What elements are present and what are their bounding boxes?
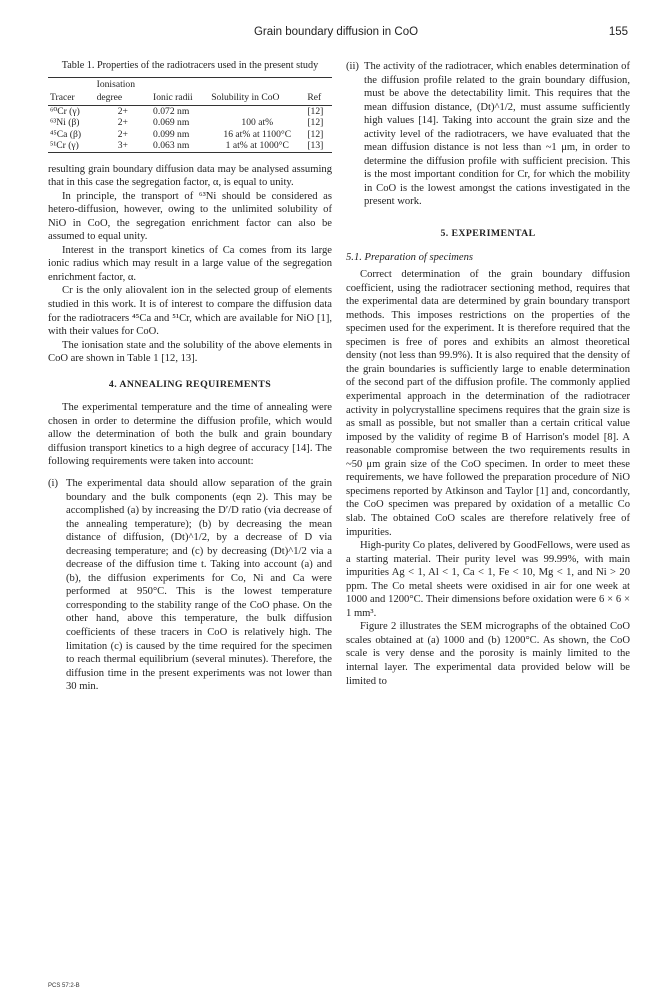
table-cell-solubility: 1 at% at 1000°C — [209, 140, 305, 152]
footer-code: PCS 57:2-B — [48, 983, 80, 989]
table-cell-radius: 0.063 nm — [151, 140, 209, 152]
paragraph: The ionisation state and the solubility of the above elements in CoO are shown in Table 1 [12, 13]. — [48, 339, 332, 365]
table-row — [48, 129, 332, 141]
table-cell-ref: [13] — [305, 140, 332, 152]
table-cell-ionisation: 2+ — [117, 105, 128, 117]
paragraph: Figure 2 illustrates the SEM micrographs of the obtained CoO scales obtained at (a) 1000 and (b) 1200°C. As shown, the CoO scale is very dense and the porosity is mainly limited to the internal layer. The experimental data provided below will be limited to — [346, 621, 630, 687]
right-column — [346, 60, 630, 688]
table-cell-ref: [12] — [307, 128, 324, 140]
page-header — [0, 26, 672, 44]
requirement-text: The activity of the radiotracer, which enables determination of the diffusion profile related to the grain boundary diffusion, must be above the detectability limit. This requires that the mean diffusion distance, (Dt)^1/2, must assume sufficiently high values [14]. Taking into account the grain size and the activity level of the radiotracers, we have evaluated that the mean diffusion distance is not less than ~1 μm, in order to determine the diffusion profile with sufficient precision. This is the most important condition for Cr, for which the mobility in CoO is the lowest amongst the cations investigated in the present work. — [364, 61, 630, 208]
table-cell-radius: 0.069 nm — [153, 117, 190, 128]
table-cell-tracer: ⁵¹Cr (γ) — [48, 140, 95, 152]
table-cell-solubility: 100 at% — [241, 117, 274, 128]
table-cell-ref: [12] — [307, 117, 324, 128]
requirement-item — [48, 477, 332, 694]
section-heading: 5. EXPERIMENTAL — [440, 228, 536, 240]
paragraph: In principle, the transport of ⁶³Ni should be considered as hetero-diffusion, however, owing to the unlimited solubility of NiO in CoO, the segregation enrichment factor can also be assumed to equal unity. — [48, 190, 332, 243]
paragraph: High-purity Co plates, delivered by GoodFellows, were used as a starting material. Their purity level was 99.99%, with main impurities Ag < 1, Al < 1, Ca < 1, Fe < 10, Mg < 1, and Ni > 20 ppm. The Co metal sheets were oxidised in air for one week at 1000 and 1200°C. Their dimensions before oxidation were 6 × 6 × 1 mm³. — [346, 540, 630, 619]
paragraph: Interest in the transport kinetics of Ca comes from its large ionic radius which may result in a large value of the segregation enrichment factor, α. — [48, 244, 332, 283]
table-cell-ionisation: 2+ — [117, 128, 128, 140]
paragraph: Correct determination of the grain boundary diffusion coefficient, using the radiotracer sectioning method, requires that the experimental data are determined by grain boundary transport methods. This imposes restrictions on the properties of the specimen used for the experiment. It is therefore required that the specimen is free of pores and exhibits an almost theoretical density (not less than 99.9%). It is also required that the density of the grain boundaries is sufficiently large to enable determination of the second part of the diffusion profile. The commonly applied experimental approach in the determination of the radiotracer activity in polycrystalline specimens requires that the grain size is as small as possible, but not smaller than a certain critical value imposed by the validity of regime B of Harrison's model [8]. A reasonable compromise between the two requirements results in ~50 μm grain size of the CoO specimen. In order to meet these requirements, we have followed the preparation procedure of NiO specimens reported by Atkinson and Taylor [1] and, concordantly, the CoO specimen was prepared by oxidation of a metallic Co slab. The obtained CoO scales are therefore relatively free of impurities. — [346, 269, 630, 538]
page-number: 155 — [608, 26, 628, 38]
requirement-text: The experimental data should allow separation of the grain boundary and the bulk components (eqn 2). This may be accomplished (a) by increasing the D′/D ratio (via decrease of the annealing temperature); (b) by decreasing the mean distance of diffusion, (Dt)^1/2, by a decrease of D via decreasing temperature; and (c) by decreasing (Dt)^1/2 via a decrease of the diffusion time t. Taking into account (a) and (b), the diffusion experiments for Co, Ni and Ca were performed at 950°C. This is the lowest temperature corresponding to the stability range of the CoO phase. On the other hand, above this temperature, the bulk diffusion coefficients of these tracers in CoO is relatively high. The limitation (c) is caused by the time required for the specimen to reach thermal equilibrium (several minutes). Therefore, the diffusion time in the present experiments was not lower than 30 min. — [66, 477, 332, 693]
requirement-label: (i) — [48, 477, 58, 489]
table-row — [48, 140, 332, 152]
subsection-heading: 5.1. Preparation of specimens — [346, 251, 474, 263]
table-header-ionisation-bottom: degree — [95, 91, 151, 105]
table-caption: Table 1. Properties of the radiotracers used in the present study — [61, 60, 319, 71]
left-column — [48, 60, 332, 694]
requirement-item — [346, 60, 630, 209]
table-cell-tracer: ⁶⁰Cr (γ) — [50, 105, 80, 117]
table-header-ionisation-top: Ionisation — [95, 77, 151, 91]
radiotracer-table — [48, 77, 332, 153]
requirement-label: (ii) — [346, 61, 359, 72]
running-title: Grain boundary diffusion in CoO — [253, 26, 419, 38]
table-cell-radius: 0.099 nm — [153, 128, 190, 140]
table-header-ref: Ref — [305, 91, 332, 105]
table-cell-tracer: ⁶³Ni (β) — [50, 117, 80, 128]
paragraph: The experimental temperature and the time of annealing were chosen in order to determine the diffusion profile, which would allow the determination of both the bulk and grain boundary diffusion transport kinetics to a high degree of accuracy [14]. The following requirements were taken into account: — [48, 402, 332, 468]
table-cell-solubility: 16 at% at 1100°C — [223, 128, 292, 140]
table-cell-tracer: ⁴⁵Ca (β) — [50, 128, 82, 140]
table-cell-ionisation: 2+ — [117, 117, 128, 128]
paragraph: Cr is the only aliovalent ion in the selected group of elements studied in this work. It is of interest to compare the diffusion data for the radiotracers ⁴⁵Ca and ⁵¹Cr, which are available for NiO [1], with their values for CoO. — [48, 285, 332, 338]
table-row — [48, 105, 332, 117]
table-cell-radius: 0.072 nm — [153, 105, 190, 117]
paragraph: resulting grain boundary diffusion data may be analysed assuming that in this case the segregation factor, α, is equal to unity. — [48, 163, 332, 189]
table-row — [48, 117, 332, 129]
table-cell-solubility — [209, 105, 305, 117]
table-cell-ref: [12] — [307, 105, 324, 117]
table-header-solubility: Solubility in CoO — [209, 91, 305, 105]
table-cell-ionisation: 3+ — [95, 140, 151, 152]
section-heading: 4. ANNEALING REQUIREMENTS — [108, 378, 272, 390]
table-header-tracer: Tracer — [48, 91, 95, 105]
table-header-ionic-radii: Ionic radii — [151, 91, 209, 105]
